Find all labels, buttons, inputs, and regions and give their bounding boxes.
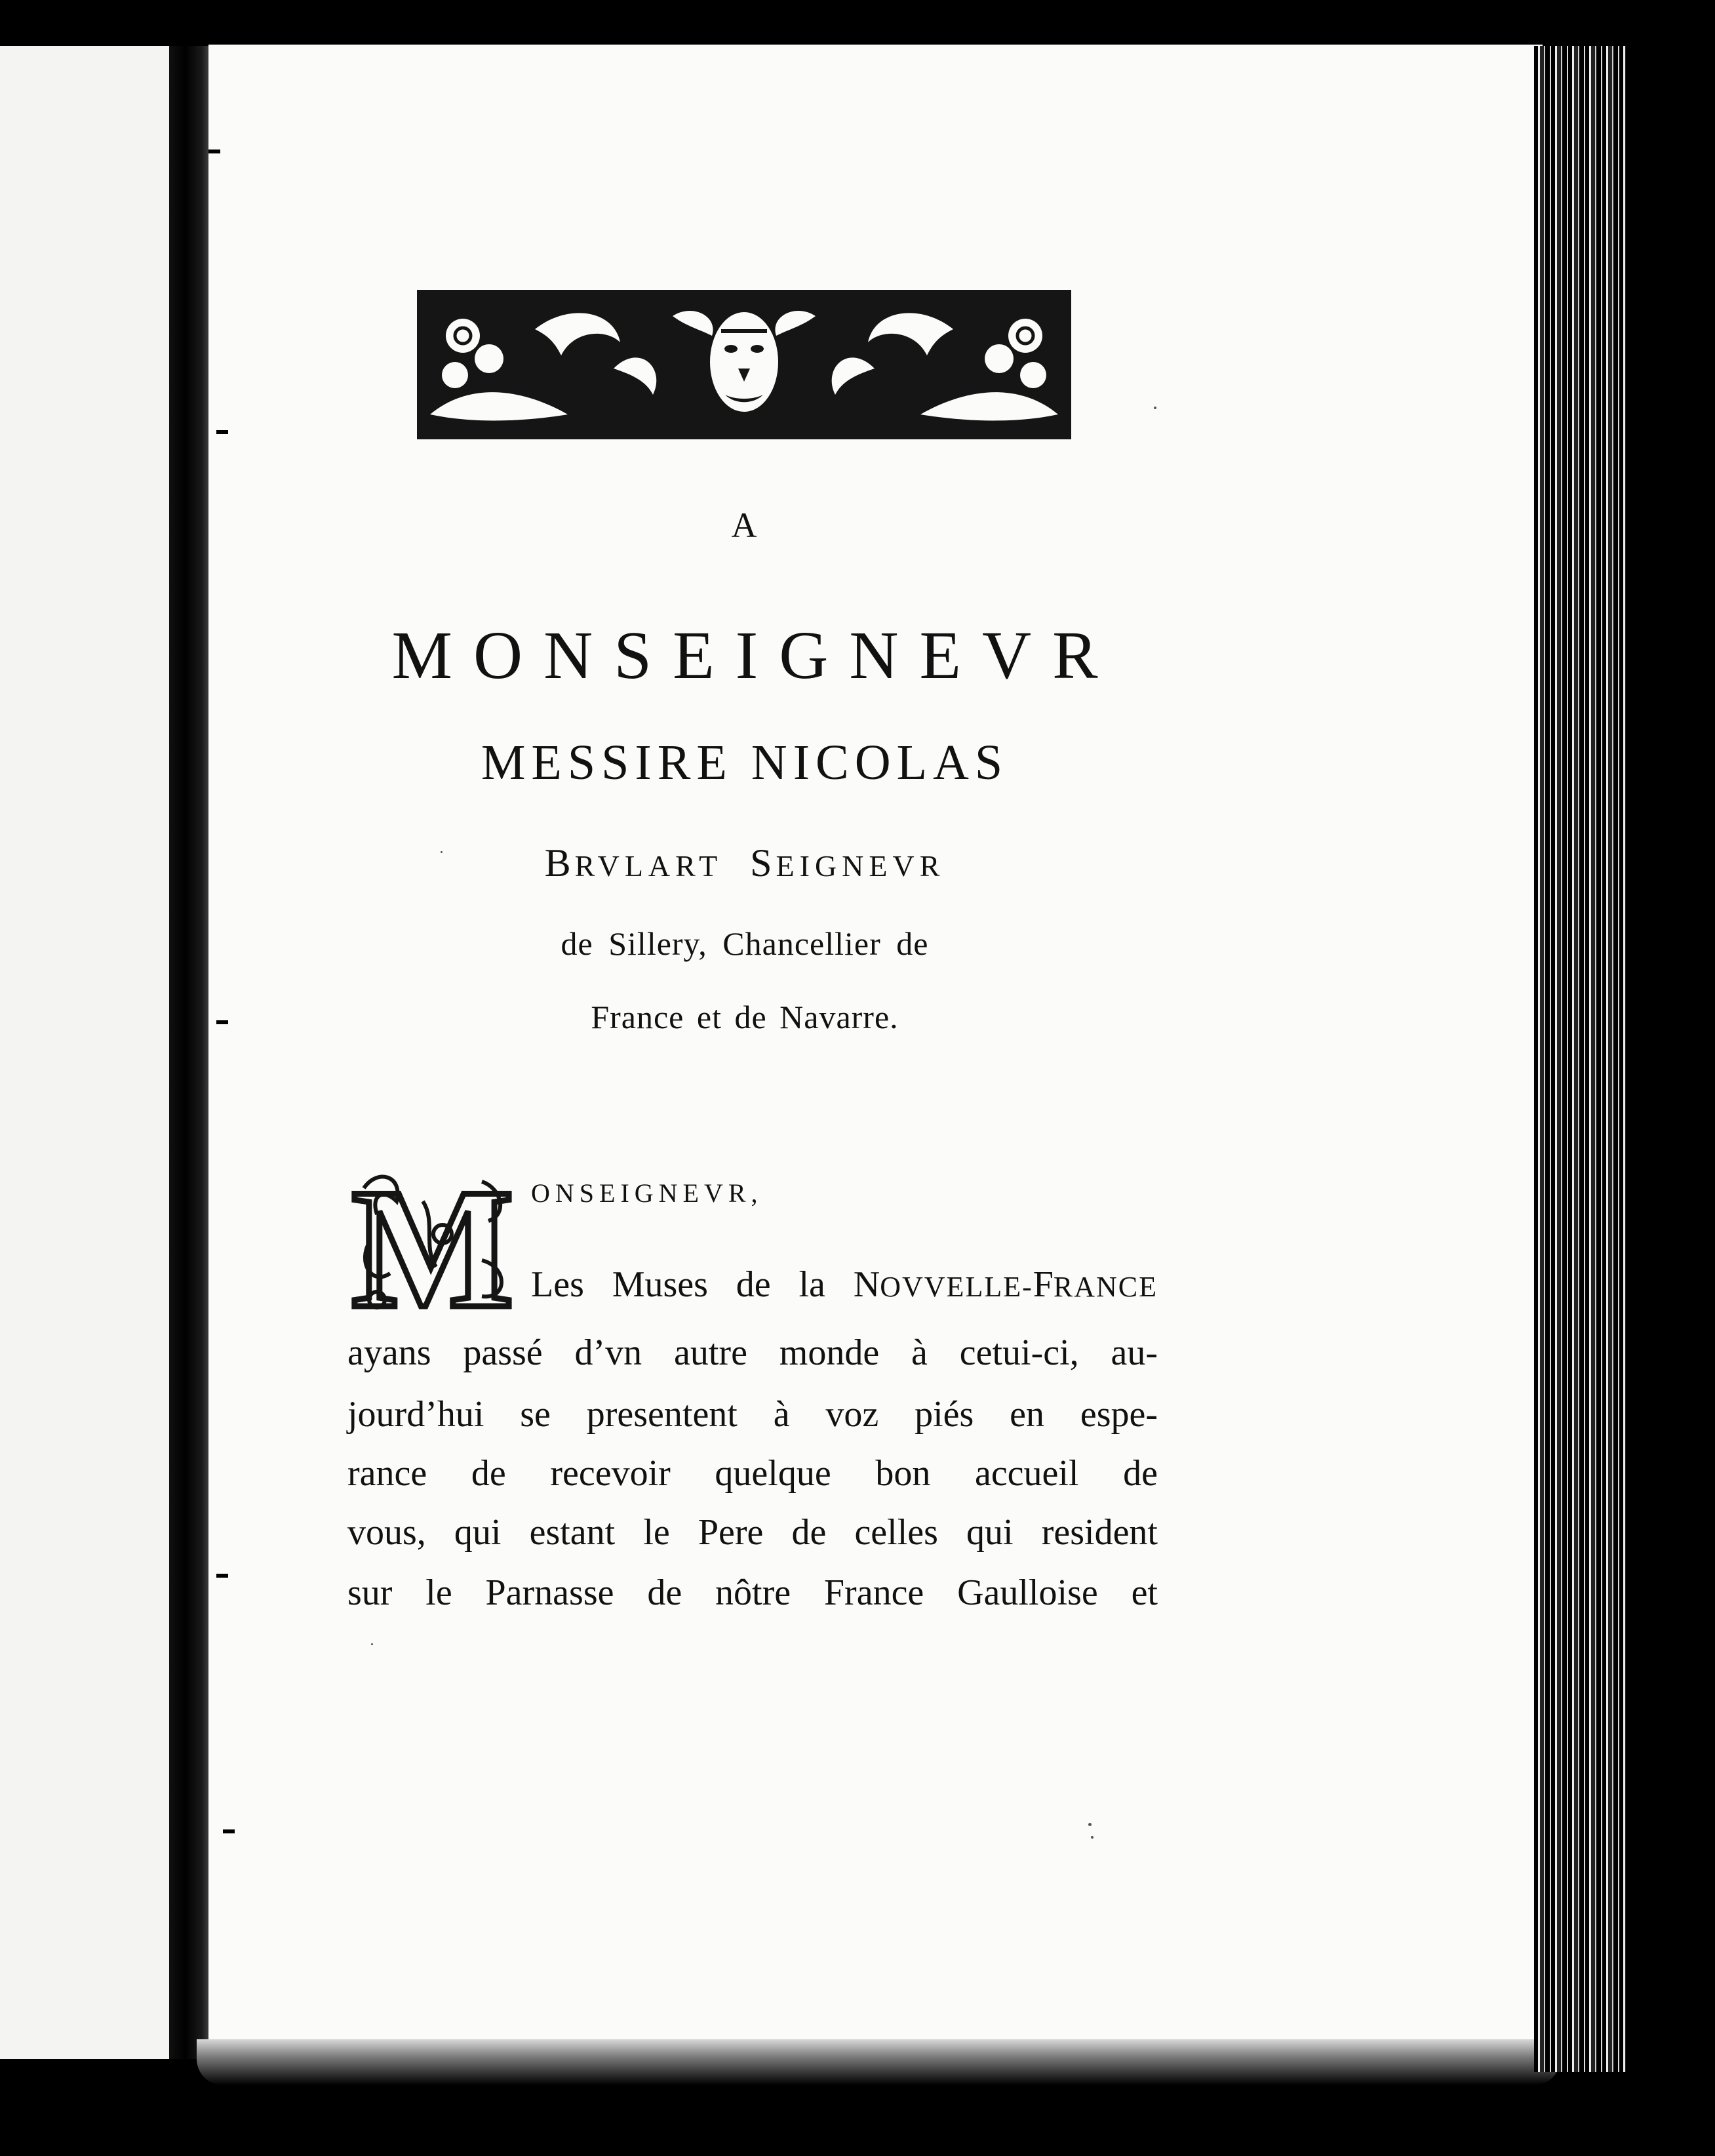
dedicatee-name: MESSIRE NICOLAS: [481, 735, 1009, 790]
body-line-4: rance de recevoir quelque bon accueil de: [347, 1453, 1158, 1494]
dedication-title: MONSEIGNEVR: [391, 618, 1119, 693]
salutation: ONSEIGNEVR,: [531, 1178, 763, 1208]
body-line-5: vous, qui estant le Pere de celles qui resident: [347, 1512, 1158, 1553]
book-gutter: [169, 46, 210, 2059]
dedicatee-title-line-1: de Sillery, Chancellier de: [561, 925, 929, 962]
page-fore-edge: [1534, 46, 1632, 2072]
gutter-mark: [216, 430, 228, 434]
ornamental-headpiece-icon: [417, 290, 1071, 439]
seigneur-initial: S: [750, 841, 776, 885]
seigneur-rest: EIGNEVR: [776, 849, 945, 883]
dedicatee-title-line-2: France et de Navarre.: [591, 999, 899, 1035]
page-bottom-shadow: [197, 2039, 1560, 2085]
body-line-1: Les Muses de la NOVVELLE-FRANCE: [531, 1264, 1158, 1305]
brulart-rest: RVLART: [574, 849, 723, 883]
body-line-2: ayans passé d’vn autre monde à cetui-ci, au-: [347, 1332, 1158, 1373]
ornamental-initial-m-icon: [351, 1162, 515, 1319]
gutter-mark: [208, 150, 220, 153]
gutter-mark: [216, 1574, 228, 1578]
dedicatee-surname: [208, 841, 1281, 886]
brulart-initial: B: [544, 841, 575, 885]
dedication-prefix: A: [731, 506, 759, 545]
facing-page-edge: [0, 46, 169, 2059]
gutter-mark: [223, 1829, 235, 1833]
dropcap-letter: M: [351, 1162, 514, 1319]
body-line-3: jourd’hui se presentent à voz piés en espe-: [347, 1394, 1158, 1435]
body-line-6: sur le Parnasse de nôtre France Gaulloise et: [347, 1572, 1158, 1613]
scan-border: [1626, 0, 1715, 2156]
